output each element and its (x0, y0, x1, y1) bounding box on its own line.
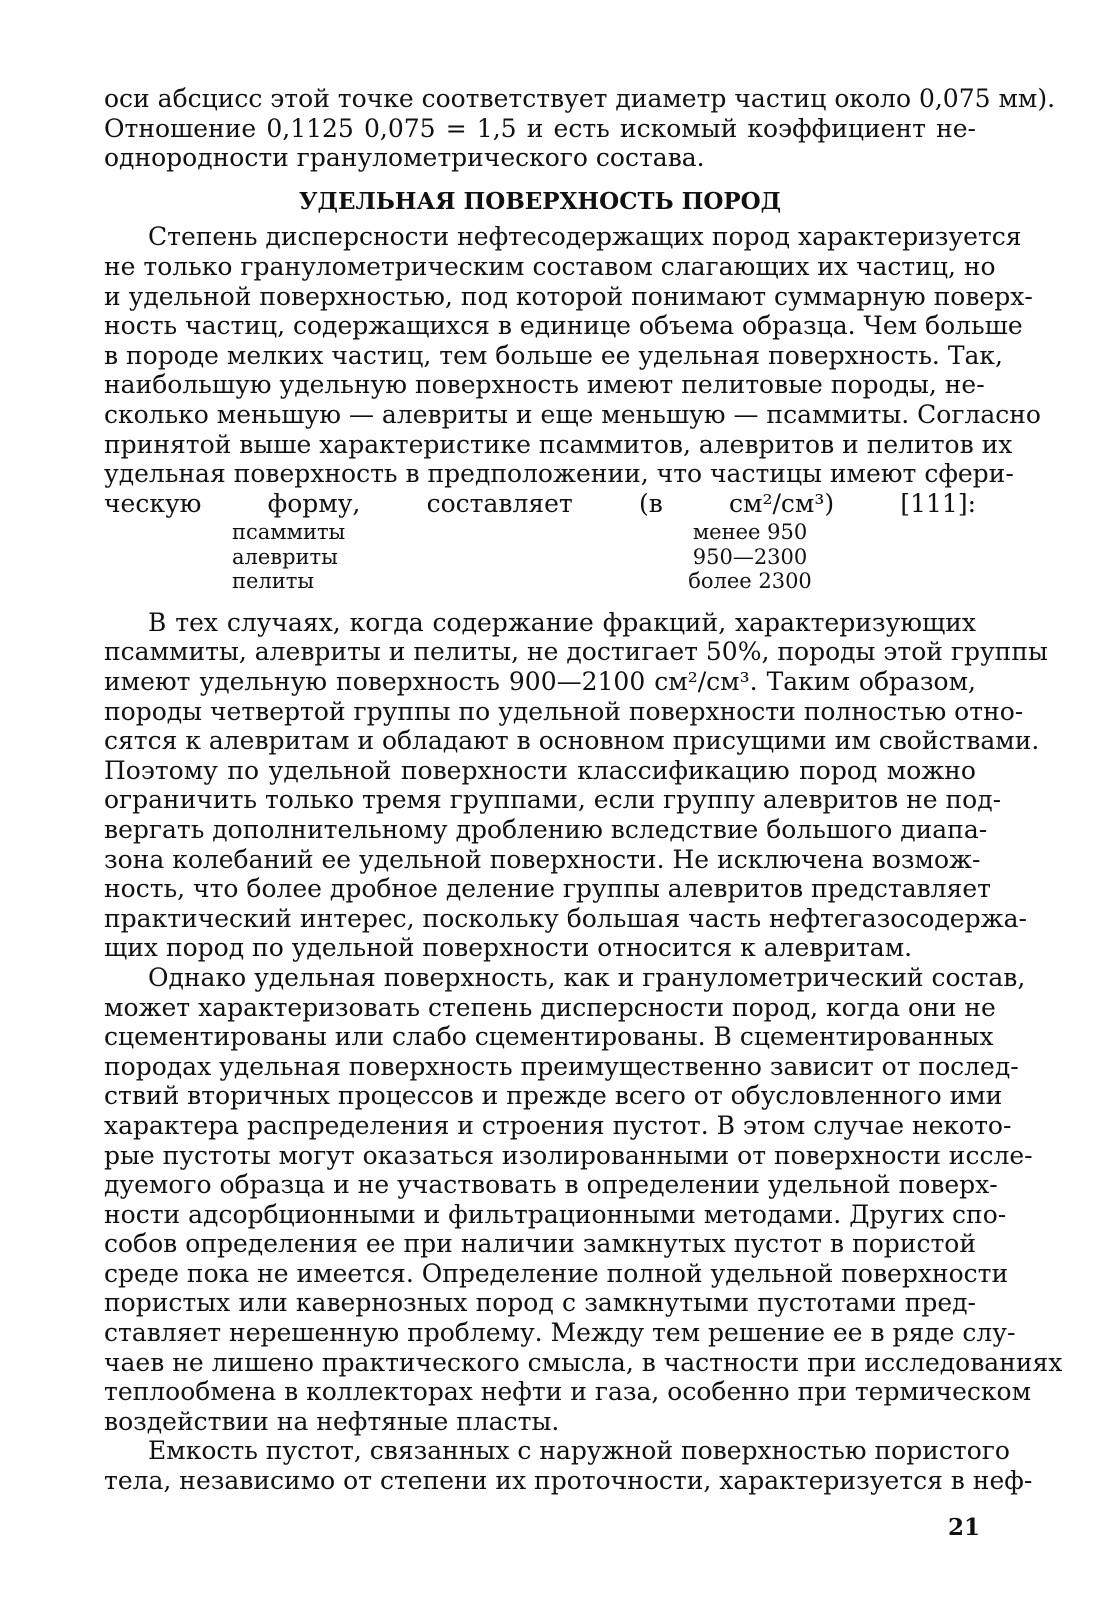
text-line: собов определения ее при наличии замкнутых пустот в пористой (104, 1229, 976, 1259)
text-line: удельная поверхность в предположении, что частицы имеют сфери- (104, 459, 1014, 489)
text-line: не только гранулометрическим составом слагающих их частиц, но (104, 251, 996, 281)
text-line: Однако удельная поверхность, как и гранулометрический состав, (148, 962, 1026, 992)
text-line: пористых или кавернозных пород с замкнутыми пустотами пред- (104, 1288, 976, 1318)
text-line: может характеризовать степень дисперсности пород, когда они не (104, 992, 996, 1022)
rock-type: алевриты (232, 544, 338, 569)
rock-type: псаммиты (232, 520, 346, 545)
text-line: сколько меньшую — алевриты и еще меньшую — псаммиты. Согласно (104, 399, 1041, 429)
text-line: вергать дополнительному дроблению вследствие большого диапа- (104, 814, 988, 844)
text-line: псаммиты, алевриты и пелиты, не достигает 50%, породы этой группы (104, 637, 1048, 667)
surface-value: 950—2300 (692, 544, 808, 569)
text-line: оси абсцисс этой точке соответствует диаметр частиц около 0,075 мм). (104, 84, 1056, 113)
text-line: ческую форму, составляет (в см²/см³) [111]: (104, 488, 976, 518)
text-line: В тех случаях, когда содержание фракций, характеризующих (148, 607, 976, 637)
text-line: ность, что более дробное деление группы алевритов представляет (104, 874, 991, 904)
text-line: сятся к алевритам и обладают в основном присущими им свойствами. (104, 726, 1040, 756)
text-line: ность частиц, содержащихся в единице объема образца. Чем больше (104, 311, 1023, 341)
text-line: в породе мелких частиц, тем больше ее удельная поверхность. Так, (104, 340, 1003, 370)
text-line: практический интерес, поскольку большая часть нефтегазосодержа- (104, 903, 1027, 933)
surface-value: менее 950 (692, 520, 808, 545)
table-row (104, 520, 976, 545)
surface-value: более 2300 (688, 569, 812, 594)
text-line: ствий вторичных процессов и прежде всего от обусловленного ими (104, 1081, 1003, 1111)
text-line: породах удельная поверхность преимущественно зависит от послед- (104, 1051, 1019, 1081)
text-line: характера распределения и строения пустот. В этом случае некото- (104, 1110, 1012, 1140)
text-line: Поэтому по удельной поверхности классификацию пород можно (104, 755, 976, 785)
text-line: ности адсорбционными и фильтрационными методами. Других спо- (104, 1199, 1007, 1229)
text-line: чаев не лишено практического смысла, в частности при исследованиях (104, 1347, 1063, 1377)
text-line: ограничить только тремя группами, если группу алевритов не под- (104, 785, 1002, 815)
text-line: наибольшую удельную поверхность имеют пелитовые породы, не- (104, 370, 985, 400)
text-line: дуемого образца и не участвовать в определении удельной поверх- (104, 1170, 998, 1200)
text-line: и удельной поверхностью, под которой понимают суммарную поверх- (104, 281, 1033, 311)
text-line: имеют удельную поверхность 900—2100 см²/см³. Таким образом, (104, 667, 976, 696)
text-line: щих пород по удельной поверхности относится к алевритам. (104, 933, 913, 963)
section-heading: УДЕЛЬНАЯ ПОВЕРХНОСТЬ ПОРОД (298, 187, 782, 215)
rock-type: пелиты (232, 569, 315, 594)
text-line: Степень дисперсности нефтесодержащих пород характеризуется (148, 222, 1022, 252)
text-line: теплообмена в коллекторах нефти и газа, особенно при термическом (104, 1377, 1032, 1407)
text-line: среде пока не имеется. Определение полной удельной поверхности (104, 1258, 1009, 1288)
text-line: Отношение 0,1125 0,075 = 1,5 и есть искомый коэффициент не- (104, 113, 976, 143)
text-line: однородности гранулометрического состава. (104, 143, 705, 173)
text-line: сцементированы или слабо сцементированы. В сцементированных (104, 1022, 994, 1052)
text-line: зона колебаний ее удельной поверхности. Не исключена возмож- (104, 844, 981, 874)
surface-table (104, 520, 976, 594)
text-line: воздействии на нефтяные пласты. (104, 1406, 560, 1436)
text-line: ставляет нерешенную проблему. Между тем решение ее в ряде слу- (104, 1318, 1016, 1348)
text-line: Емкость пустот, связанных с наружной поверхностью пористого (148, 1436, 1010, 1466)
page-text (104, 84, 1063, 1496)
table-row (104, 569, 976, 594)
text-line: рые пустоты могут оказаться изолированными от поверхности иссле- (104, 1140, 1033, 1170)
text-line: тела, независимо от степени их проточности, характеризуется в неф- (104, 1466, 1033, 1496)
page-number: 21 (947, 1514, 980, 1541)
text-line: принятой выше характеристике псаммитов, алевритов и пелитов их (104, 429, 1013, 459)
text-line: породы четвертой группы по удельной поверхности полностью отно- (104, 696, 1024, 726)
table-row (104, 545, 976, 570)
